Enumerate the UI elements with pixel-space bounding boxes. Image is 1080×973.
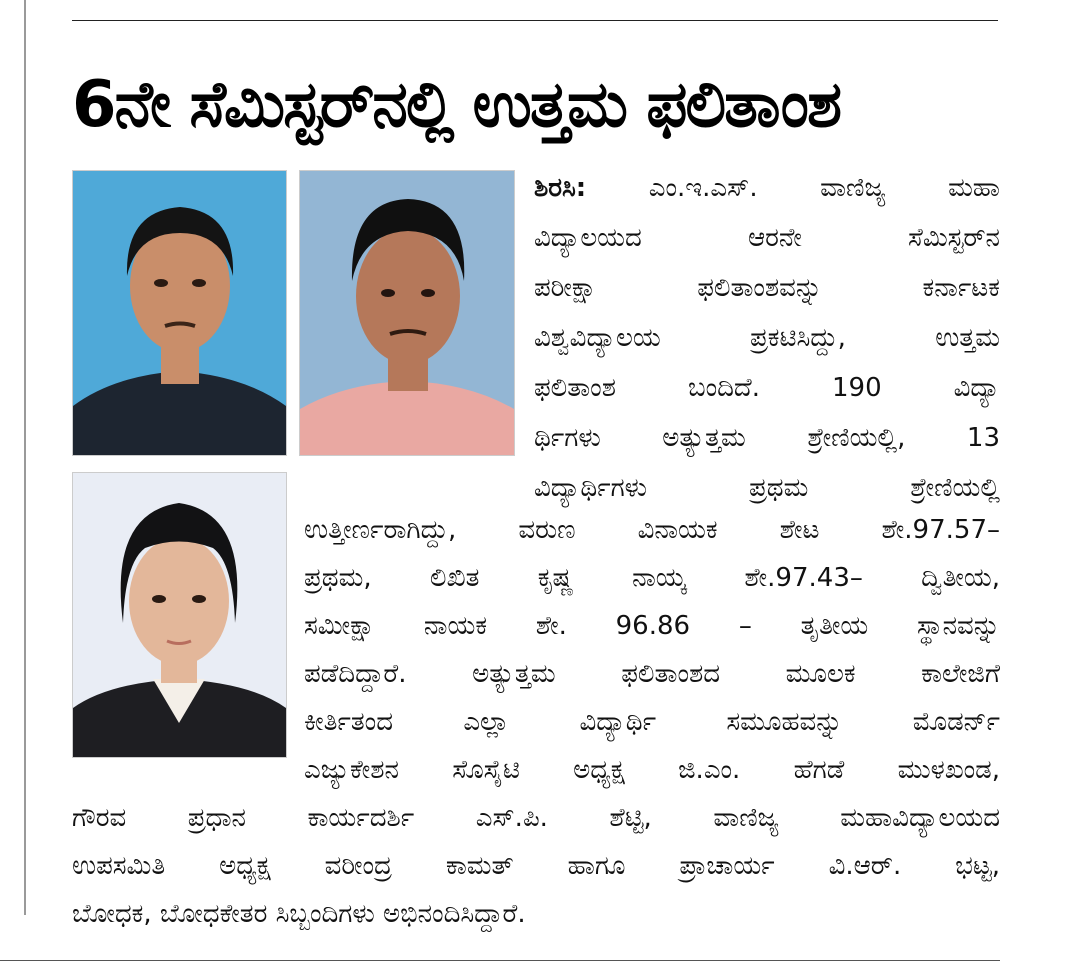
top-rule xyxy=(72,20,998,21)
column-divider xyxy=(24,0,26,915)
bottom-rule xyxy=(0,960,1000,961)
body-line-9: ಪ್ರಥಮ, ಲಿಖಿತ ಕೃಷ್ಣ ನಾಯ್ಕ ಶೇ.97.43– ದ್ವಿತೀಯ, xyxy=(304,563,1000,593)
body-line-1-text: ಎಂ.ಇ.ಎಸ್. ವಾಣಿಜ್ಯ ಮಹಾ xyxy=(586,173,1000,203)
student-photo-3 xyxy=(72,472,287,758)
body-line-3: ಪರೀಕ್ಷಾ ಫಲಿತಾಂಶವನ್ನು ಕರ್ನಾಟಕ xyxy=(534,273,1000,303)
headline: 6ನೇ ಸೆಮಿಸ್ಟರ್‌ನಲ್ಲಿ ಉತ್ತಮ ಫಲಿತಾಂಶ xyxy=(72,68,841,142)
body-line-2: ವಿದ್ಯಾಲಯದ ಆರನೇ ಸೆಮಿಸ್ಟರ್‌ನ xyxy=(534,223,1000,253)
student-photo-2 xyxy=(299,170,515,456)
body-line-11: ಪಡೆದಿದ್ದಾರೆ. ಅತ್ಯುತ್ತಮ ಫಲಿತಾಂಶದ ಮೂಲಕ ಕಾಲೇಜಿಗೆ xyxy=(304,659,1000,689)
body-line-13: ಎಜ್ಯುಕೇಶನ ಸೊಸೈಟಿ ಅಧ್ಯಕ್ಷ ಜಿ.ಎಂ. ಹೆಗಡೆ ಮುಳಖಂಡ, xyxy=(304,755,1000,785)
dateline: ಶಿರಸಿ: xyxy=(534,173,587,203)
body-line-4: ವಿಶ್ವವಿದ್ಯಾಲಯ ಪ್ರಕಟಿಸಿದ್ದು, ಉತ್ತಮ xyxy=(534,323,1000,353)
body-line-8: ಉತ್ತೀರ್ಣರಾಗಿದ್ದು, ವರುಣ ವಿನಾಯಕ ಶೇಟ ಶೇ.97.57– xyxy=(304,515,1000,545)
body-line-7: ವಿದ್ಯಾರ್ಥಿಗಳು ಪ್ರಥಮ ಶ್ರೇಣಿಯಲ್ಲಿ xyxy=(534,473,1000,503)
body-line-16: ಬೋಧಕ, ಬೋಧಕೇತರ ಸಿಬ್ಬಂದಿಗಳು ಅಭಿನಂದಿಸಿದ್ದಾರೆ. xyxy=(72,899,526,929)
student-photo-1 xyxy=(72,170,287,456)
body-line-15: ಉಪಸಮಿತಿ ಅಧ್ಯಕ್ಷ ವರೀಂದ್ರ ಕಾಮತ್ ಹಾಗೂ ಪ್ರಾಚಾರ್ಯ ವಿ.ಆರ್. ಭಟ್ಟ, xyxy=(72,851,1000,881)
body-line-5: ಫಲಿತಾಂಶ ಬಂದಿದೆ. 190 ವಿದ್ಯಾ xyxy=(534,373,1000,403)
body-line-1 xyxy=(534,168,1000,208)
body-line-6: ರ್ಥಿಗಳು ಅತ್ಯುತ್ತಮ ಶ್ರೇಣಿಯಲ್ಲಿ, 13 xyxy=(534,423,1000,453)
body-line-14: ಗೌರವ ಪ್ರಧಾನ ಕಾರ್ಯದರ್ಶಿ ಎಸ್.ಪಿ. ಶೆಟ್ಟಿ, ವಾಣಿಜ್ಯ ಮಹಾವಿದ್ಯಾಲಯದ xyxy=(72,803,1000,833)
body-line-10: ಸಮೀಕ್ಷಾ ನಾಯಕ ಶೇ. 96.86 – ತೃತೀಯ ಸ್ಥಾನವನ್ನು xyxy=(304,611,1000,641)
body-line-12: ಕೀರ್ತಿತಂದ ಎಲ್ಲಾ ವಿದ್ಯಾರ್ಥಿ ಸಮೂಹವನ್ನು ಮೊಡರ್ನ್ xyxy=(304,707,1000,737)
